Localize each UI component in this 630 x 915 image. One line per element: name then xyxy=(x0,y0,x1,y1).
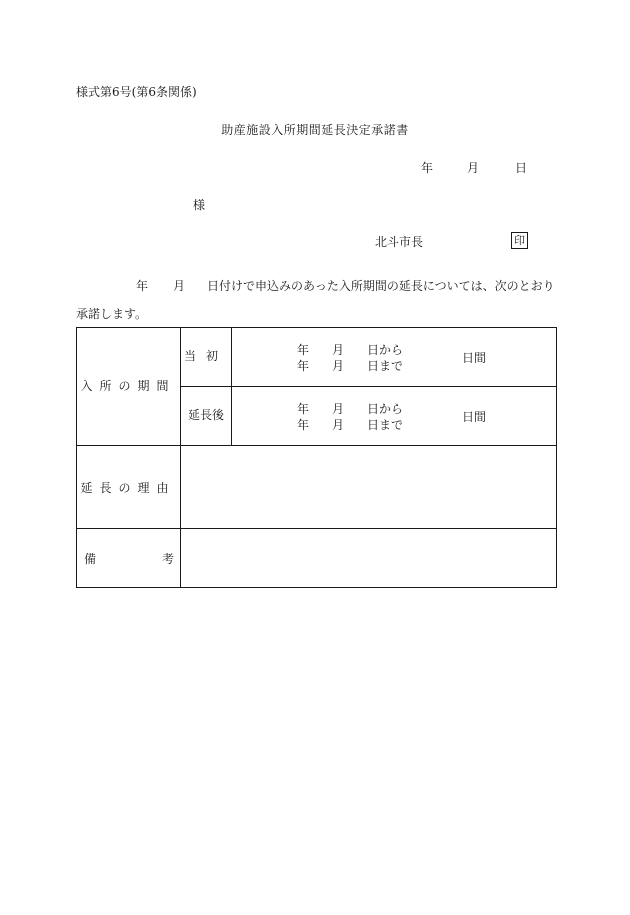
remarks-label-first: 備 xyxy=(84,552,97,566)
extended-days: 日間 xyxy=(462,410,487,424)
period-label: 入所の期間 xyxy=(80,379,176,393)
initial-days: 日間 xyxy=(462,351,487,365)
extended-from-year: 年 xyxy=(297,402,310,416)
table-border xyxy=(76,327,557,328)
table-border xyxy=(181,386,557,387)
table-border xyxy=(76,445,557,446)
remarks-label-second: 考 xyxy=(162,552,175,566)
body-month-label: 月 xyxy=(173,279,186,293)
body-year-label: 年 xyxy=(136,279,149,293)
initial-from-day: 日から xyxy=(367,343,404,357)
initial-from-year: 年 xyxy=(297,343,310,357)
table-border xyxy=(556,327,557,588)
document-title: 助産施設入所期間延長決定承諾書 xyxy=(221,123,409,137)
initial-to-day: 日まで xyxy=(367,359,404,373)
extended-from-day: 日から xyxy=(367,402,404,416)
initial-to-month: 月 xyxy=(332,359,345,373)
body-text-line2: 承諾します。 xyxy=(76,307,148,321)
extended-from-month: 月 xyxy=(332,402,345,416)
addressee-suffix: 様 xyxy=(193,198,206,212)
date-year-label: 年 xyxy=(421,161,434,175)
extended-label: 延長後 xyxy=(187,408,224,422)
table-border xyxy=(180,327,181,588)
extended-to-month: 月 xyxy=(332,418,345,432)
table-border xyxy=(231,327,232,446)
table-border xyxy=(76,528,557,529)
body-text: 日付けで申込みのあった入所期間の延長については、次のとおり xyxy=(207,279,555,293)
date-month-label: 月 xyxy=(467,161,480,175)
table-border xyxy=(76,587,557,588)
initial-from-month: 月 xyxy=(332,343,345,357)
seal-mark: 印 xyxy=(511,232,528,249)
initial-to-year: 年 xyxy=(297,359,310,373)
issuer-name: 北斗市長 xyxy=(375,235,424,249)
reason-label: 延長の理由 xyxy=(80,481,176,495)
form-number: 様式第6号(第6条関係) xyxy=(76,85,197,99)
initial-label: 当初 xyxy=(183,349,228,363)
table-border xyxy=(76,327,77,588)
extended-to-year: 年 xyxy=(297,418,310,432)
extended-to-day: 日まで xyxy=(367,418,404,432)
date-day-label: 日 xyxy=(515,161,528,175)
